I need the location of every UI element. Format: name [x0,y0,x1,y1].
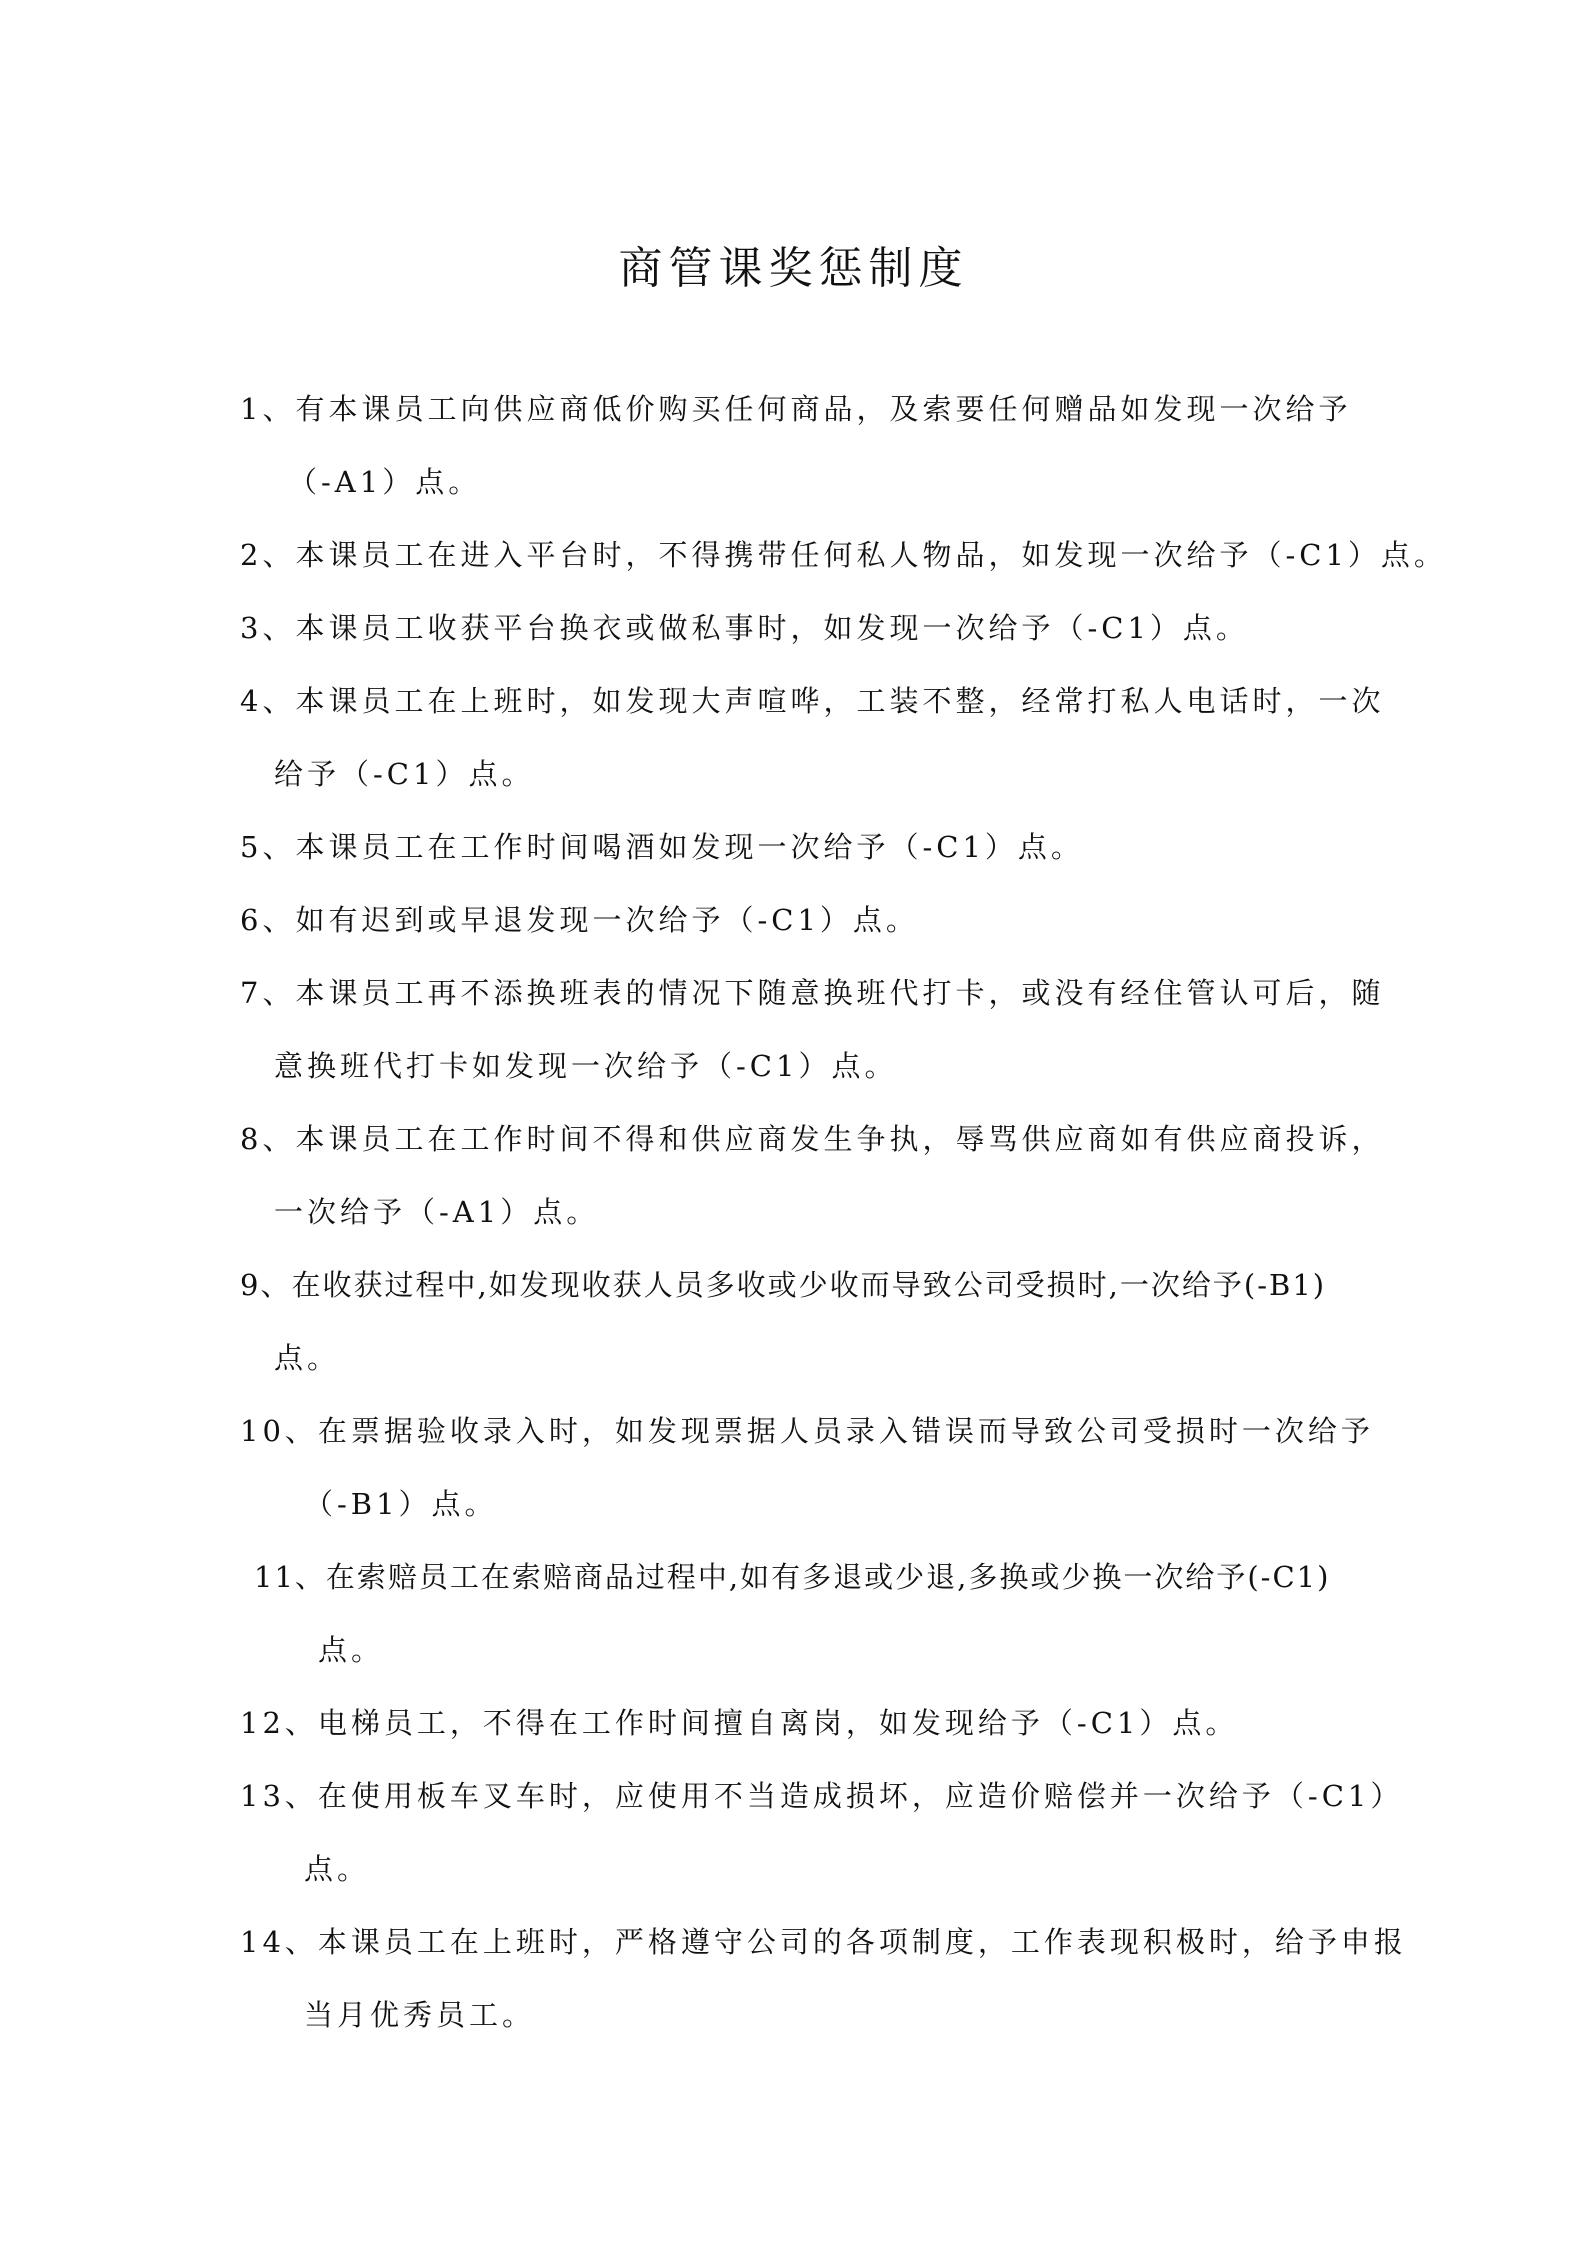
rule-10-line-1: 10、在票据验收录入时，如发现票据人员录入错误而导致公司受损时一次给予 [240,1414,1374,1448]
rule-4-line-1: 4、本课员工在上班时，如发现大声喧哗，工装不整，经常打私人电话时，一次 [240,684,1385,718]
rule-9-line-2: 点。 [274,1341,341,1375]
rule-11-line-2: 点。 [318,1633,385,1667]
rule-5-line-1: 5、本课员工在工作时间喝酒如发现一次给予（-C1）点。 [240,830,1084,864]
rule-14-line-1: 14、本课员工在上班时，严格遵守公司的各项制度，工作表现积极时，给予申报 [240,1925,1407,1959]
rule-14-line-2: 当月优秀员工。 [304,1998,536,2032]
rule-13-line-1: 13、在使用板车叉车时，应使用不当造成损坏，应造价赔偿并一次给予（-C1） [240,1779,1404,1813]
rule-8-line-2: 一次给予（-A1）点。 [274,1195,600,1229]
rule-1-line-2: （-A1）点。 [288,465,482,499]
rule-13-line-2: 点。 [304,1852,371,1886]
rule-8-line-1: 8、本课员工在工作时间不得和供应商发生争执，辱骂供应商如有供应商投诉， [240,1122,1385,1156]
page-title: 商管课奖惩制度 [618,243,969,294]
rule-11-line-1: 11、在索赔员工在索赔商品过程中,如有多退或少退,多换或少换一次给予(-C1) [254,1560,1331,1594]
rule-9-line-1: 9、在收获过程中,如发现收获人员多收或少收而导致公司受损时,一次给予(-B1) [240,1268,1327,1302]
rule-3-line-1: 3、本课员工收获平台换衣或做私事时，如发现一次给予（-C1）点。 [240,611,1249,645]
rule-12-line-1: 12、电梯员工，不得在工作时间擅自离岗，如发现给予（-C1）点。 [240,1706,1239,1740]
rule-10-line-2: （-B1）点。 [304,1487,498,1521]
rule-6-line-1: 6、如有迟到或早退发现一次给予（-C1）点。 [240,903,919,937]
rule-7-line-1: 7、本课员工再不添换班表的情况下随意换班代打卡，或没有经住管认可后，随 [240,976,1385,1010]
rule-4-line-2: 给予（-C1）点。 [274,757,535,791]
rule-7-line-2: 意换班代打卡如发现一次给予（-C1）点。 [274,1049,898,1083]
rule-1-line-1: 1、有本课员工向供应商低价购买任何商品，及索要任何赠品如发现一次给予 [240,392,1352,426]
rule-2-line-1: 2、本课员工在进入平台时，不得携带任何私人物品，如发现一次给予（-C1）点。 [240,538,1447,572]
